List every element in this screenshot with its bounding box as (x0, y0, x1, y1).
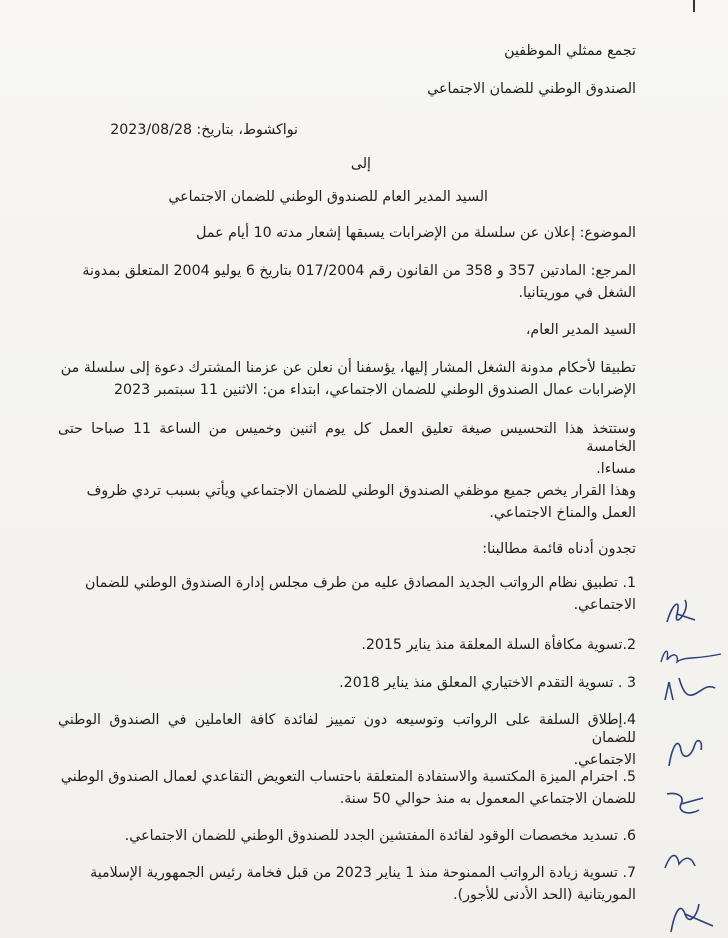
demands-intro: تجدون أدناه قائمة مطالبنا: (482, 541, 636, 557)
body-p2-line-1: وستتخذ هذا التحسيس صيغة تعليق العمل كل يوم اثنين وخميس من الساعة 11 صباحا حتى الخامسة (58, 421, 636, 455)
signature-4 (655, 730, 725, 774)
signature-5 (655, 786, 725, 826)
body-p1-line-1: تطبيقا لأحكام مدونة الشغل المشار إليها، يؤسفنا أن نعلن عن عزمنا المشترك دعوة إلى سلسلة من (60, 360, 636, 376)
demand-7-line-1: 7. تسوية زيادة الرواتب الممنوحة منذ 1 يناير 2023 من قبل فخامة رئيس الجمهورية الإسلامية (90, 865, 636, 881)
recipient-name: السيد المدير العام للصندوق الوطني للضمان الاجتماعي (168, 189, 488, 205)
demand-1-line-2: الاجتماعي. (573, 597, 636, 613)
demand-item-2: 2.تسوية مكافأة السلة المعلقة منذ يناير 2015. (361, 637, 636, 653)
demand-5-line-2: للضمان الاجتماعي المعمول به منذ حوالي 50 سنة. (339, 791, 636, 807)
demand-1-line-1: 1. تطبيق نظام الرواتب الجديد المصادق عليه من طرف مجلس إدارة الصندوق الوطني للضمان (84, 575, 636, 591)
header-line-1: تجمع ممثلي الموظفين (504, 43, 636, 59)
signature-6 (655, 846, 725, 876)
signature-2 (655, 640, 725, 670)
body-p3-line-2: العمل والمناخ الاجتماعي. (489, 505, 636, 521)
demand-4-line-2: الاجتماعي. (573, 752, 636, 768)
demand-7-line-2: الموريتانية (الحد الأدنى للأجور). (453, 887, 636, 903)
date-line: نواكشوط، بتاريخ: 2023/08/28 (110, 122, 298, 138)
demand-item-3: 3 . تسوية التقدم الاختياري المعلق منذ يناير 2018. (339, 675, 636, 691)
signature-7 (655, 896, 725, 936)
demand-item-6: 6. تسديد مخصصات الوقود لفائدة المفتشين الجدد للصندوق الوطني للضمان الاجتماعي. (124, 828, 636, 844)
demand-5-line-1: 5. احترام الميزة المكتسبة والاستفادة المتعلقة باحتساب التعويض التقاعدي لعمال الصندوق الوطني (60, 769, 636, 785)
signature-3 (655, 672, 725, 708)
body-paragraph-1 (58, 359, 636, 399)
demand-item-1 (58, 574, 636, 614)
demand-item-4 (58, 711, 636, 769)
body-paragraph-2 (58, 420, 636, 478)
recipient-to: إلى (350, 156, 371, 172)
body-paragraph-3 (58, 482, 636, 522)
header-line-2: الصندوق الوطني للضمان الاجتماعي (427, 81, 636, 97)
reference-line-2: الشغل في موريتانيا. (518, 285, 636, 301)
subject-line: الموضوع: إعلان عن سلسلة من الإضرابات يسبقها إشعار مدته 10 أيام عمل (196, 225, 636, 241)
signature-1 (655, 592, 725, 632)
page-edge-mark (693, 0, 695, 12)
body-p3-line-1: وهذا القرار يخص جميع موظفي الصندوق الوطني للضمان الاجتماعي ويأتي بسبب تردي ظروف (86, 483, 636, 499)
salutation: السيد المدير العام، (525, 322, 636, 338)
body-p2-line-2: مساءا. (596, 461, 636, 477)
demand-item-7 (58, 864, 636, 904)
demand-item-5 (58, 768, 636, 808)
reference-line-1: المرجع: المادتين 357 و 358 من القانون رقم 017/2004 بتاريخ 6 يوليو 2004 المتعلق بمدونة (82, 263, 636, 279)
demand-4-line-1: 4.إطلاق السلفة على الرواتب وتوسيعه دون تمييز لفائدة كافة العاملين في الصندوق الوطني للضمان (58, 712, 636, 746)
reference-paragraph (58, 262, 636, 302)
body-p1-line-2: الإضرابات عمال الصندوق الوطني للضمان الاجتماعي، ابتداء من: الاثنين 11 سبتمبر 2023 (114, 382, 636, 398)
